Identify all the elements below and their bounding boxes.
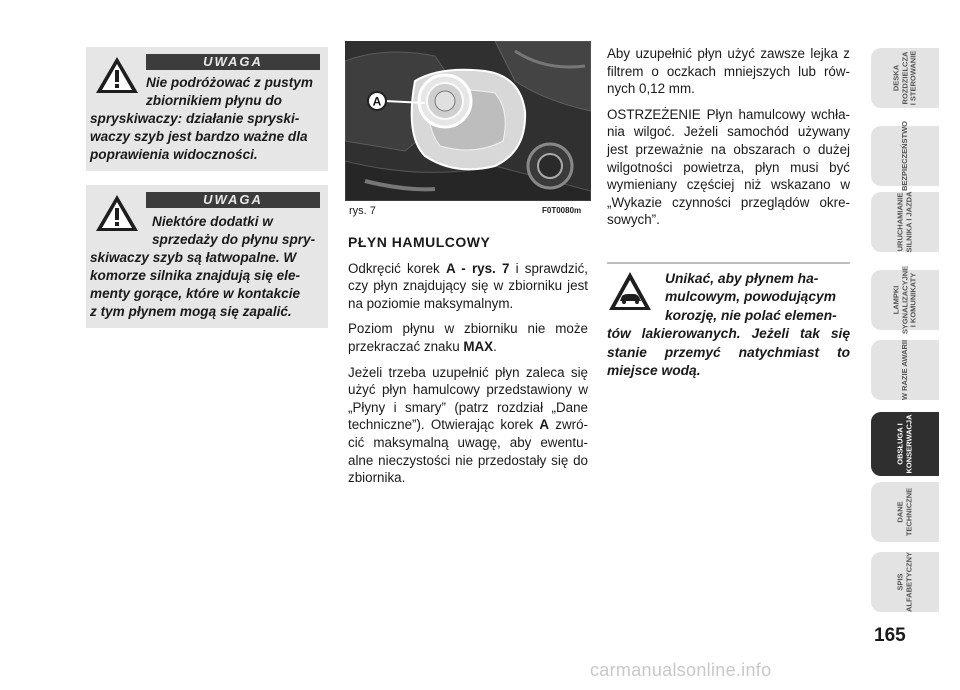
warning-text	[90, 213, 324, 321]
warning-line: skiwaczy szyb są łatwopalne. W	[90, 250, 297, 265]
paragraph-funnel: Aby uzupełnić płyn użyć zawsze lejka z filtrem o oczkach mniejszych lub rów- nych 0,12 mm.	[607, 46, 850, 97]
warning-heading: UWAGA	[146, 54, 320, 70]
figure-marker-a: A	[372, 94, 382, 109]
tab-label: DESKA ROZDZIELCZA I STEROWANIE	[891, 50, 918, 106]
warning-line: Niektóre dodatki w	[152, 214, 273, 229]
tab-lampki[interactable]	[871, 265, 939, 335]
warning-text	[90, 74, 324, 164]
tab-dane-techniczne[interactable]	[871, 482, 939, 542]
brake-fluid-reservoir-figure	[345, 41, 591, 201]
tab-label: BEZPIECZEŃSTWO	[899, 120, 909, 192]
right-column	[607, 45, 850, 237]
paragraph-2: Poziom płynu w zbiorniku nie może przekraczać znaku MAX.	[348, 321, 588, 354]
tab-label: LAMPKI SYGNALIZACYJNE I KOMUNIKATY	[891, 265, 918, 335]
caution-line: korozję, nie polać elemen-	[665, 307, 837, 323]
caution-line: Unikać, aby płynem ha-	[665, 271, 819, 286]
caution-line: tów lakierowanych. Jeżeli tak się stanie przemyć natychmiast to miejsce wodą.	[607, 326, 850, 379]
separator-line	[607, 262, 850, 264]
tab-label: OBSŁUGA I KONSERWACJA	[895, 414, 913, 474]
warning-line: menty gorące, które w kontakcie	[90, 286, 301, 301]
paragraph-1: Odkręcić korek A - rys. 7 i sprawdzić, czy płyn znajdujący się w zbiorniku jest na poziomie maksymalnym.	[348, 260, 588, 311]
brake-fluid-section	[348, 234, 588, 495]
tab-deska-rozdzielcza[interactable]	[871, 48, 939, 108]
figure-caption: rys. 7	[349, 205, 376, 217]
tab-label: W RAZIE AWARII	[899, 339, 909, 401]
tab-uruchamianie[interactable]	[871, 192, 939, 252]
warning-line: komorze silnika znajdują się ele-	[90, 268, 301, 283]
section-title: PŁYN HAMULCOWY	[348, 234, 491, 250]
warning-line: sprzedaży do płynu spry-	[152, 232, 316, 247]
tab-bezpieczenstwo[interactable]	[871, 120, 939, 192]
tab-label: SPIS ALFABETYCZNY	[895, 552, 913, 612]
warning-line: Nie podróżować z pustym	[146, 75, 313, 90]
figure-code: F0T0080m	[542, 206, 582, 215]
warning-box-1	[86, 47, 328, 171]
caution-line: mulcowym, powodującym	[665, 289, 836, 305]
engine-bay-illustration	[345, 41, 591, 201]
tab-obsluga-konserwacja[interactable]	[871, 412, 939, 476]
warning-box-2	[86, 185, 328, 328]
paragraph-3: Jeżeli trzeba uzupełnić płyn zaleca się użyć płyn hamulcowy przedstawiony w „Płyny i smary” (patrz rozdział „Dane techniczne”). Otwierając korek A zwró- cić maksymalną uwagę, aby ewentu- alne nieczystości nie przedostały się do zbiornika.	[348, 364, 588, 486]
paragraph-warning: OSTRZEŻENIE Płyn hamulcowy wchła- nia wilgoć. Jeżeli samochód używany jest przeważnie na obszarach o dużej wilgotności powietrza, płyn musi być wymieniany częściej niż wskazano w „Wykazie czynności przeglądów okre- sowych”.	[607, 106, 850, 228]
warning-line: zbiornikiem płynu do	[146, 93, 282, 108]
tab-w-razie-awarii[interactable]	[871, 340, 939, 400]
tab-label: URUCHAMIANIE SILNIKA I JAZDA	[895, 191, 913, 253]
caution-text	[607, 270, 850, 380]
tab-label: DANE TECHNICZNE	[895, 487, 913, 537]
warning-heading: UWAGA	[146, 192, 320, 208]
warning-line: waczy szyb jest bardzo ważne dla	[90, 129, 308, 144]
warning-line: poprawienia widoczności.	[90, 147, 258, 162]
tab-spis-alfabetyczny[interactable]	[871, 552, 939, 612]
warning-line: z tym płynem mogą się zapalić.	[90, 304, 292, 319]
watermark: carmanualsonline.info	[590, 660, 772, 680]
page-number: 165	[874, 625, 906, 646]
warning-line: spryskiwaczy: działanie spryski-	[90, 111, 300, 126]
